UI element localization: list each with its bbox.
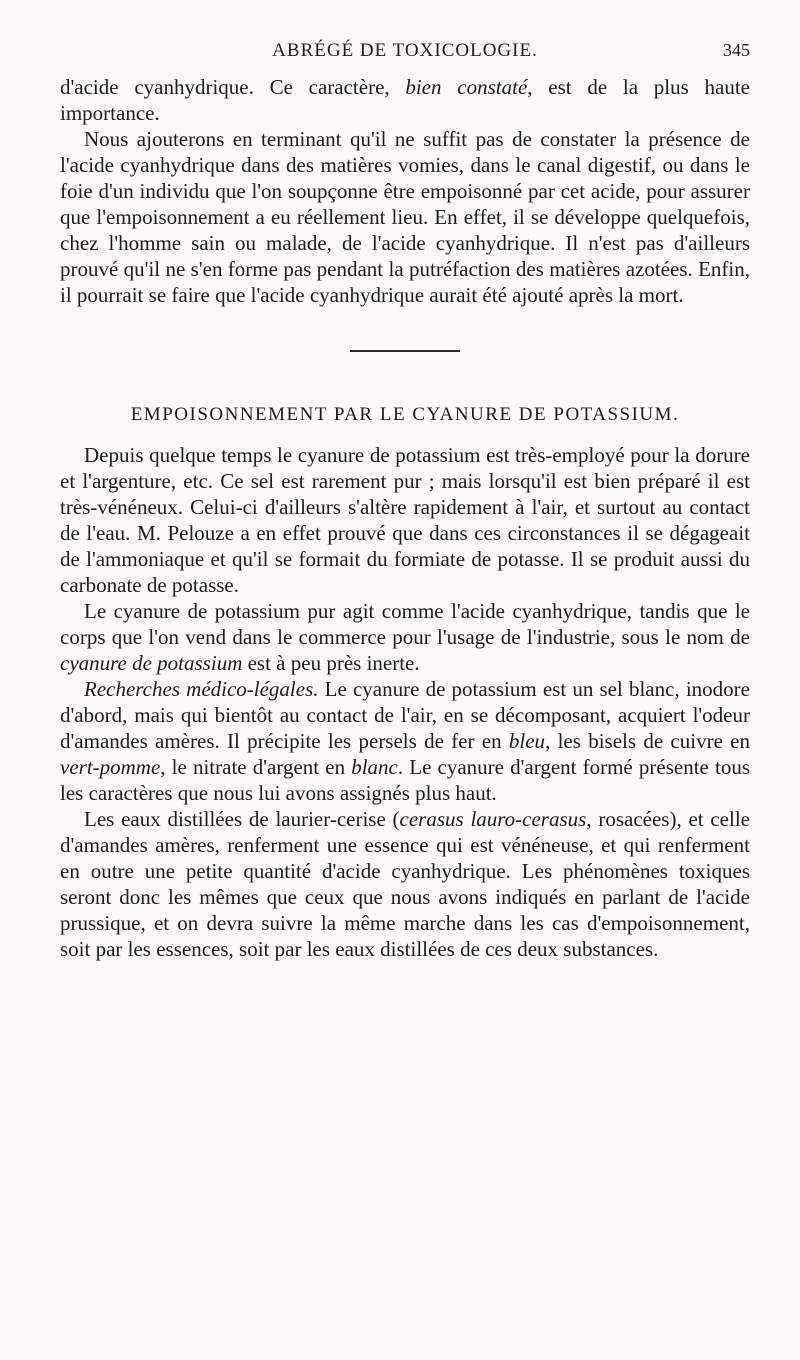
italic-text: bien constaté xyxy=(405,75,528,99)
book-page xyxy=(60,40,750,1330)
text-run: , les bisels de cuivre en xyxy=(545,729,751,753)
running-head xyxy=(60,40,750,74)
section-divider xyxy=(350,350,460,352)
text-run: Le cyanure de potassium pur agit comme l'acide cyanhydrique, tandis que le corps que l'on vend dans le commerce pour l'usage de l'industrie, sous le nom de xyxy=(60,599,750,649)
paragraph-continuation xyxy=(60,74,750,126)
text-run: Le cyanure de potassium est un sel blanc, inodore d'abord, mais qui bientôt au contact de l'air, en se décomposant, acquiert l'odeur d'amandes amères. Il précipite les persels de fer en xyxy=(60,677,750,753)
italic-text: blanc xyxy=(351,755,398,779)
text-run: , est de la plus haute importance. xyxy=(60,75,750,125)
text-run: d'acide cyanhydrique. Ce caractère, xyxy=(60,75,406,99)
italic-subheading: Recherches médico-légales. xyxy=(84,677,319,701)
italic-text: cyanure de potassium xyxy=(60,651,243,675)
text-run: Les eaux distillées de laurier-cerise ( xyxy=(84,807,400,831)
running-title: ABRÉGÉ DE TOXICOLOGIE. xyxy=(272,40,538,61)
paragraph-conclusion: Nous ajouterons en terminant qu'il ne suffit pas de constater la présence de l'acide cyanhydrique dans des matières vomies, dans le canal digestif, ou dans le foie d'un individu que l'on soupçonne être empoisonné par cet acide, pour assurer que l'empoisonnement a eu réellement lieu. En effet, il se développe quelquefois, chez l'homme sain ou malade, de l'acide cyanhydrique. Il n'est pas d'ailleurs prouvé qu'il ne s'en forme pas pendant la putréfaction des matières azotées. Enfin, il pourrait se faire que l'acide cyanhydrique aurait été ajouté après la mort. xyxy=(60,127,750,307)
paragraph-distilled-waters xyxy=(60,806,750,962)
text-run: est à peu près inerte. xyxy=(242,651,420,675)
text-run: . Le cyanure d'argent formé présente tous les caractères que nous lui avons assignés plus haut. xyxy=(60,755,750,805)
paragraph-research xyxy=(60,676,750,806)
paragraph-action xyxy=(60,598,750,676)
text-run: , rosacées), et celle d'amandes amères, renferment une essence qui est vénéneuse, et qui renferment en outre une petite quantité d'acide cyanhydrique. Les phénomènes toxiques seront donc les mêmes que ceux que nous avons indiqués en parlant de l'acide prussique, et on devra suivre la même marche dans les cas d'empoisonnement, soit par les essences, soit par les eaux distillées de ces deux substances. xyxy=(60,807,750,961)
italic-text: bleu xyxy=(508,729,546,753)
section-heading: EMPOISONNEMENT PAR LE CYANURE DE POTASSIUM. xyxy=(130,404,680,425)
italic-text: vert-pomme xyxy=(60,755,161,779)
italic-text: cerasus lauro-cerasus xyxy=(399,807,587,831)
text-run: , le nitrate d'argent en xyxy=(160,755,352,779)
page-number: 345 xyxy=(723,40,750,60)
paragraph-intro: Depuis quelque temps le cyanure de potassium est très-employé pour la dorure et l'argenture, etc. Ce sel est rarement pur ; mais lorsqu'il est bien préparé il est très-vénéneux. Celui-ci d'ailleurs s'altère rapidement à l'air, et surtout au contact de l'eau. M. Pelouze a en effet prouvé que dans ces circonstances il se dégageait de l'ammoniaque et qu'il se formait du formiate de potasse. Il se produit aussi du carbonate de potasse. xyxy=(60,443,750,597)
